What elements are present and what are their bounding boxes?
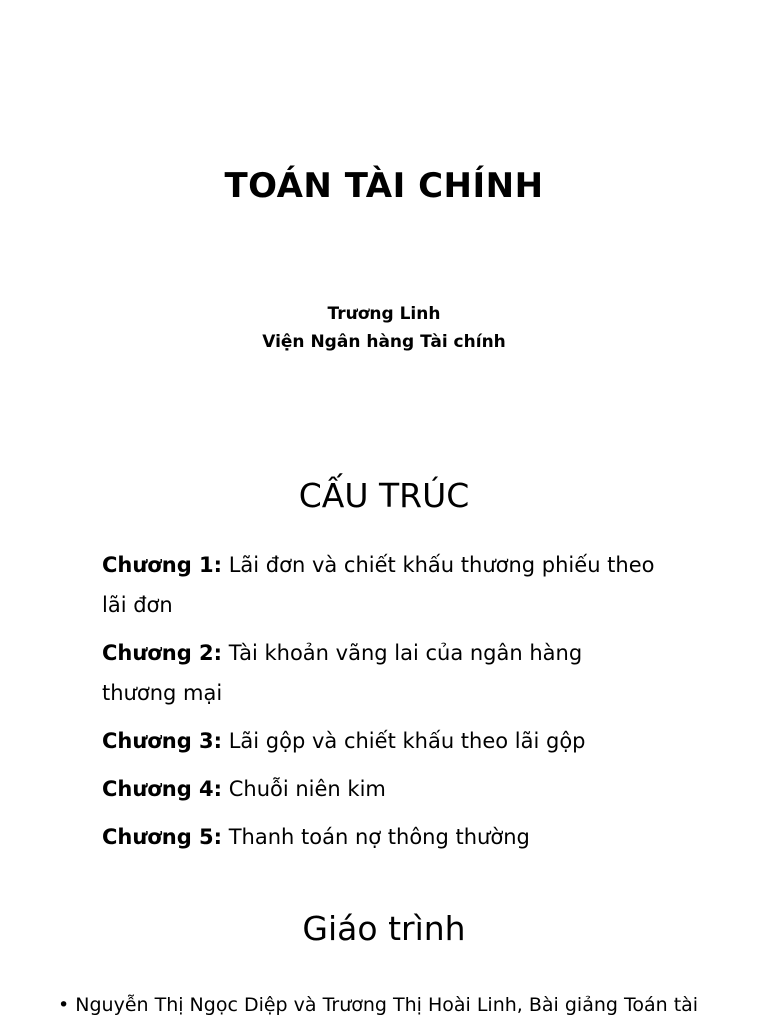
institute-name: Viện Ngân hàng Tài chính xyxy=(262,332,506,352)
chapter-text: Lãi đơn và chiết khấu thương phiếu theo lãi đơn xyxy=(102,553,655,617)
author-name: Trương Linh xyxy=(327,304,441,324)
chapter-item xyxy=(102,817,662,857)
chapter-list xyxy=(102,545,662,865)
chapter-text: Thanh toán nợ thông thường xyxy=(222,825,530,849)
reference-item xyxy=(58,994,758,1016)
document-title: TOÁN TÀI CHÍNH xyxy=(224,166,544,206)
reference-text: Nguyễn Thị Ngọc Diệp và Trương Thị Hoài Linh, Bài giảng Toán tài xyxy=(69,994,699,1016)
structure-heading: CẤU TRÚC xyxy=(298,476,470,515)
chapter-item xyxy=(102,769,662,809)
chapter-text: Chuỗi niên kim xyxy=(222,777,386,801)
textbook-heading: Giáo trình xyxy=(302,909,466,948)
chapter-label: Chương 1: xyxy=(102,553,223,577)
chapter-label: Chương 2: xyxy=(102,641,223,665)
chapter-item xyxy=(102,545,662,625)
chapter-item xyxy=(102,633,662,713)
chapter-text: Tài khoản vãng lai của ngân hàng thương mại xyxy=(102,641,583,705)
bullet-icon: • xyxy=(58,994,70,1016)
chapter-item xyxy=(102,721,662,761)
chapter-label: Chương 3: xyxy=(102,729,223,753)
chapter-label: Chương 5: xyxy=(102,825,223,849)
chapter-label: Chương 4: xyxy=(102,777,223,801)
chapter-text: Lãi gộp và chiết khấu theo lãi gộp xyxy=(222,729,586,753)
